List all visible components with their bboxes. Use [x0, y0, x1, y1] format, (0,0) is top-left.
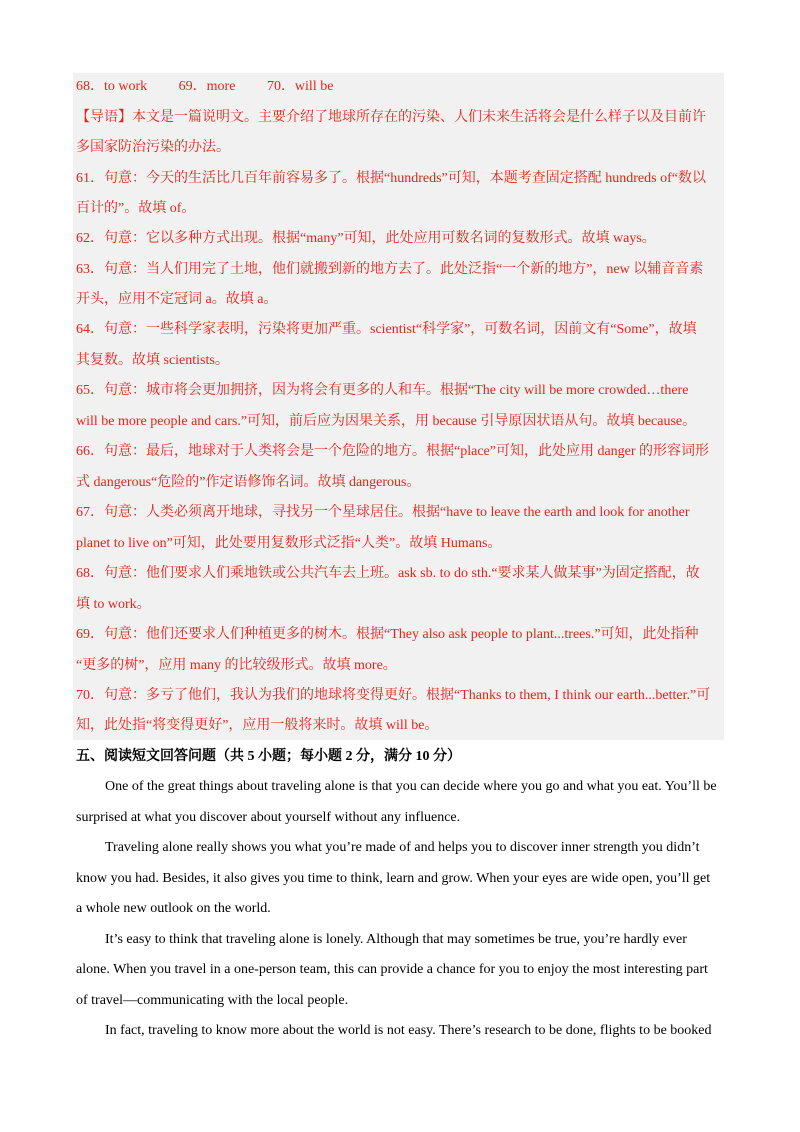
explanation-line: 其复数。故填 scientists。	[76, 353, 229, 368]
explanation-line: 多国家防治污染的办法。	[76, 140, 230, 155]
passage-line: surprised at what you discover about yourself without any influence.	[76, 810, 461, 825]
explanation-line: 式 dangerous“危险的”作定语修饰名词。故填 dangerous。	[76, 475, 421, 490]
explanation-line: 62．句意：它以多种方式出现。根据“many”可知，此处应用可数名词的复数形式。故填 ways。	[76, 231, 656, 246]
passage-line: Traveling alone really shows you what you’re made of and helps you to discover inner strength you didn’t	[105, 840, 700, 855]
passage-line: In fact, traveling to know more about the world is not easy. There’s research to be done, flights to be booked	[105, 1023, 712, 1038]
explanation-line: “更多的树”，应用 many 的比较级形式。故填 more。	[76, 658, 397, 673]
passage-line: of travel—communicating with the local people.	[76, 993, 349, 1008]
passage-line: alone. When you travel in a one-person team, this can provide a chance for you to enjoy the most interesting part	[76, 962, 708, 977]
answer-69: 69．more	[178, 79, 236, 94]
answer-68: 68．to work	[76, 79, 148, 94]
passage-line: a whole new outlook on the world.	[76, 901, 271, 916]
explanation-line: 63．句意：当人们用完了土地，他们就搬到新的地方去了。此处泛指“一个新的地方”，new 以辅音音素	[76, 262, 704, 277]
explanation-line: 64．句意：一些科学家表明，污染将更加严重。scientist“科学家”，可数名词，因前文有“Some”，故填	[76, 322, 697, 337]
explanation-line: 知，此处指“将变得更好”，应用一般将来时。故填 will be。	[76, 718, 439, 733]
explanation-line: 开头，应用不定冠词 a。故填 a。	[76, 292, 278, 307]
passage-line: One of the great things about traveling alone is that you can decide where you go and what you eat. You’ll be	[105, 779, 717, 794]
explanation-line: 61．句意：今天的生活比几百年前容易多了。根据“hundreds”可知，本题考查固定搭配 hundreds of“数以	[76, 171, 706, 186]
answer-key-row	[76, 77, 361, 97]
passage-line: know you had. Besides, it also gives you time to think, learn and grow. When your eyes are wide open, you’ll get	[76, 871, 711, 886]
explanation-line: 填 to work。	[76, 597, 151, 612]
explanation-line: 65．句意：城市将会更加拥挤，因为将会有更多的人和车。根据“The city will be more crowded…there	[76, 383, 689, 398]
explanation-line: planet to live on”可知，此处要用复数形式泛指“人类”。故填 Humans。	[76, 536, 502, 551]
explanation-line: 66．句意：最后，地球对于人类将会是一个危险的地方。根据“place”可知，此处应用 danger 的形容词形	[76, 444, 710, 459]
explanation-line: 【导语】本文是一篇说明文。主要介绍了地球所存在的污染、人们未来生活将会是什么样子以及目前许	[76, 110, 706, 125]
passage-line: It’s easy to think that traveling alone is lonely. Although that may sometimes be true, you’re hardly ever	[105, 932, 687, 947]
explanation-line: 69．句意：他们还要求人们种植更多的树木。根据“They also ask people to plant...trees.”可知，此处指种	[76, 627, 699, 642]
explanation-line: 百计的”。故填 of。	[76, 201, 196, 216]
answer-70: 70．will be	[266, 79, 334, 94]
explanation-line: 68．句意：他们要求人们乘地铁或公共汽车去上班。ask sb. to do sth.“要求某人做某事”为固定搭配，故	[76, 566, 700, 581]
explanation-line: will be more people and cars.”可知，前后应为因果关系，用 because 引导原因状语从句。故填 because。	[76, 414, 697, 429]
explanation-line: 67．句意：人类必须离开地球，寻找另一个星球居住。根据“have to leave the earth and look for another	[76, 505, 690, 520]
explanation-line: 70．句意：多亏了他们，我认为我们的地球将变得更好。根据“Thanks to them, I think our earth...better.”可	[76, 688, 711, 703]
section-heading: 五、阅读短文回答问题（共 5 小题；每小题 2 分，满分 10 分）	[76, 749, 461, 764]
